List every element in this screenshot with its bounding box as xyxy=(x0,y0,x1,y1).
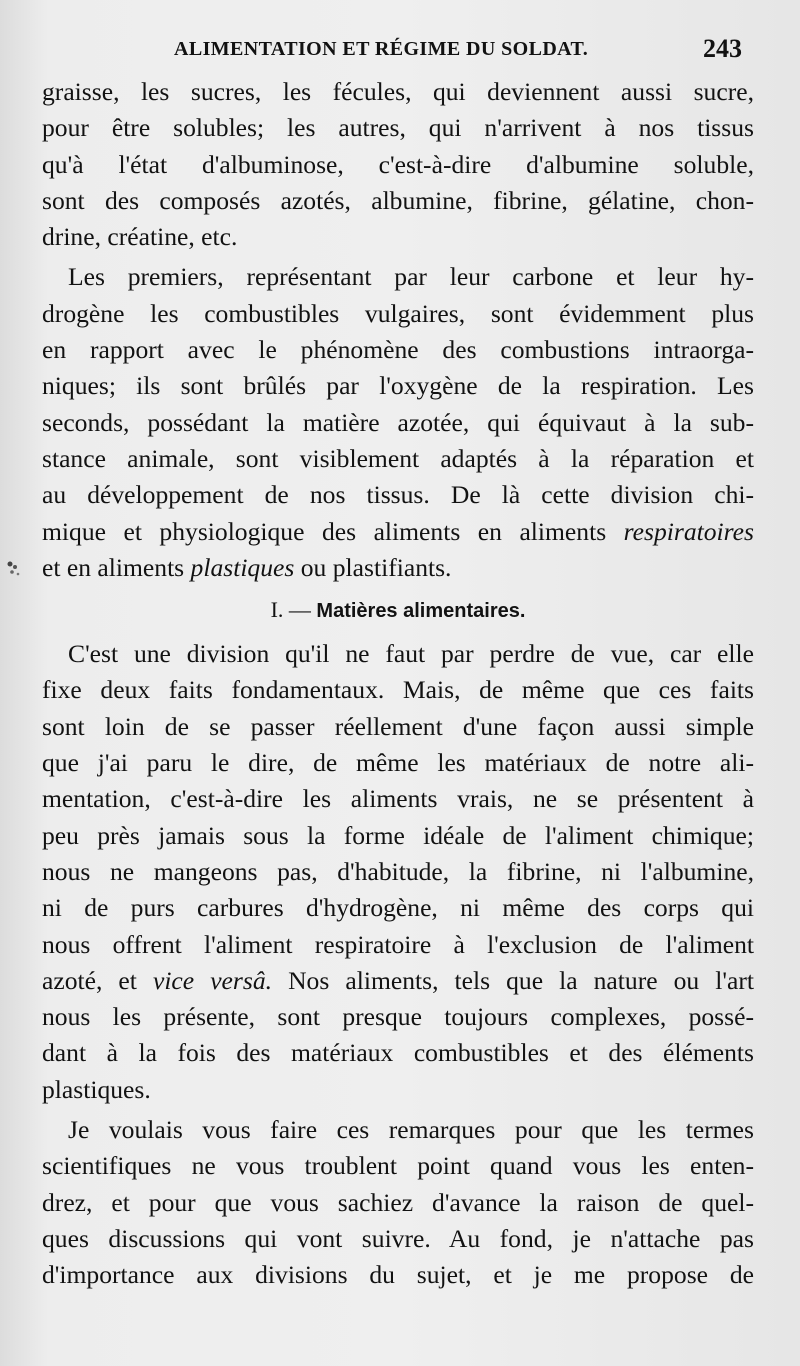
ink-blot-mark xyxy=(4,558,22,580)
text-line: drez, et pour que vous sachiez d'avance la raison de quel- xyxy=(42,1187,754,1217)
text-line: Les premiers, représentant par leur carbone et leur hy- xyxy=(68,262,754,292)
text-line: Je voulais vous faire ces remarques pour que les termes xyxy=(68,1115,754,1145)
text-segment: mique et physiologique des aliments en aliments xyxy=(42,516,624,546)
text-line xyxy=(42,514,754,550)
paragraph-1 xyxy=(42,74,754,255)
running-head xyxy=(40,32,740,72)
text-segment: et en aliments xyxy=(42,552,191,582)
paragraph-3 xyxy=(42,636,754,1108)
italic-term: vice versâ. xyxy=(152,965,273,995)
text-line: que j'ai paru le dire, de même les matériaux de notre ali- xyxy=(42,748,754,778)
paragraph-4 xyxy=(42,1112,754,1293)
text-line: graisse, les sucres, les fécules, qui deviennent aussi sucre, xyxy=(42,77,754,106)
text-line: fixe deux faits fondamentaux. Mais, de même que ces faits xyxy=(42,675,754,705)
text-line: au développement de nos tissus. De là cette division chi- xyxy=(42,480,754,510)
text-line: pour être solubles; les autres, qui n'arrivent à nos tissus xyxy=(42,113,754,143)
text-line: stance animale, sont visiblement adaptés à la réparation et xyxy=(42,443,754,473)
text-line: nous offrent l'aliment respiratoire à l'exclusion de l'aliment xyxy=(42,929,754,959)
text-segment: ou plastifiants. xyxy=(294,552,452,582)
text-line xyxy=(42,550,754,586)
text-line: dant à la fois des matériaux combustibles et des éléments xyxy=(42,1038,754,1068)
text-line: ni de purs carbures d'hydrogène, ni même des corps qui xyxy=(42,893,754,923)
text-line: plastiques. xyxy=(42,1074,151,1104)
text-line: scientifiques ne vous troublent point quand vous les enten- xyxy=(42,1151,754,1181)
text-line: C'est une division qu'il ne faut par perdre de vue, car elle xyxy=(68,639,754,669)
page-number: 243 xyxy=(703,34,742,63)
text-line: d'importance aux divisions du sujet, et je me propose de xyxy=(42,1260,754,1290)
text-line: nous ne mangeons pas, d'habitude, la fibrine, ni l'albumine, xyxy=(42,856,754,886)
body-text xyxy=(42,74,754,1298)
text-segment: Nos aliments, tels que la nature ou l'art xyxy=(272,965,754,995)
section-title: Matières alimentaires. xyxy=(316,600,526,623)
paragraph-2 xyxy=(42,259,754,586)
text-line: nous les présente, sont presque toujours complexes, possé- xyxy=(42,1002,754,1032)
text-line: seconds, possédant la matière azotée, qui équivaut à la sub- xyxy=(42,407,754,437)
text-line: niques; ils sont brûlés par l'oxygène de la respiration. Les xyxy=(42,371,754,401)
italic-term: respiratoires xyxy=(623,516,754,546)
running-title: ALIMENTATION ET RÉGIME DU SOLDAT. xyxy=(174,38,589,60)
text-line: ques discussions qui vont suivre. Au fond, je n'attache pas xyxy=(42,1223,754,1253)
text-line: en rapport avec le phénomène des combustions intraorga- xyxy=(42,335,754,365)
text-line: qu'à l'état d'albuminose, c'est-à-dire d'albumine soluble, xyxy=(42,149,754,179)
text-segment: azoté, et xyxy=(42,965,153,995)
text-line: peu près jamais sous la forme idéale de l'aliment chimique; xyxy=(42,820,754,850)
text-line xyxy=(42,963,754,999)
italic-term: plastiques xyxy=(190,552,295,582)
text-line: drogène les combustibles vulgaires, sont évidemment plus xyxy=(42,298,754,328)
text-line: sont des composés azotés, albumine, fibrine, gélatine, chon- xyxy=(42,185,754,215)
text-line: mentation, c'est-à-dire les aliments vrais, ne se présentent à xyxy=(42,784,754,814)
text-line: sont loin de se passer réellement d'une façon aussi simple xyxy=(42,711,754,741)
section-number: I. — xyxy=(270,597,311,623)
text-line: drine, créatine, etc. xyxy=(42,222,238,252)
section-heading xyxy=(42,590,754,630)
